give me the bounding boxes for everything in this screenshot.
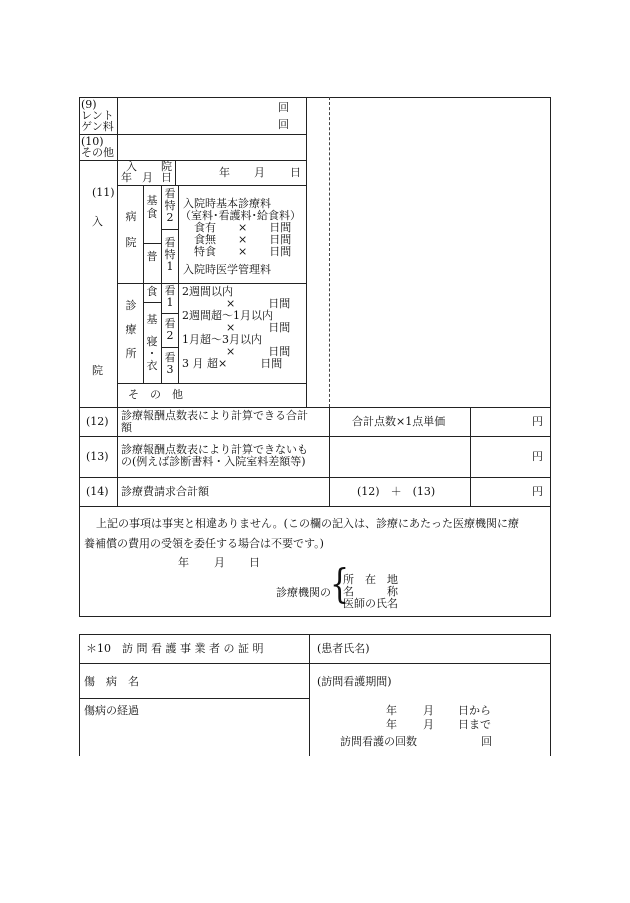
visit-count-label: 訪問看護の回数	[340, 735, 417, 748]
disease-name-label: 傷 病 名	[84, 675, 139, 688]
other-label: (10) その他	[81, 135, 114, 159]
clinic-line-2: × 日間	[226, 297, 291, 310]
period-from-year: 年	[386, 704, 397, 717]
clinic-line-1: 2週間以内	[182, 285, 233, 298]
hosp-line-3: 食有 × 日間	[194, 221, 292, 234]
declaration-day: 日	[249, 556, 260, 569]
admit-year: 年	[219, 166, 230, 179]
basic-label: 基	[146, 313, 158, 326]
nursing-period-label: (訪問看護期間)	[317, 675, 392, 688]
inpatient-num: (11)	[92, 186, 115, 199]
nurse-special1-label: 看 特 1	[164, 236, 176, 273]
sec12-unit: 円	[532, 415, 543, 428]
sec13-unit: 円	[532, 450, 543, 463]
period-to-month: 月	[423, 718, 434, 731]
period-from-month: 月	[423, 704, 434, 717]
clinic-line-6: × 日間	[226, 345, 291, 358]
inpatient-label-top: 入	[92, 215, 103, 228]
xray-count-unit-2: 回	[278, 118, 289, 131]
sec12-text: 診療報酬点数表により計算できる合計 額	[121, 409, 308, 434]
sec12-num: (12)	[86, 415, 109, 428]
ordinary-label: 普	[146, 250, 158, 263]
admit-h5: 日	[161, 171, 172, 184]
inpatient-label-bottom: 院	[92, 364, 103, 377]
clinic-label: 診 療 所	[125, 299, 137, 360]
hosp-line-1: 入院時基本診療料	[183, 197, 271, 210]
inpatient-other-label: そ の 他	[128, 388, 183, 401]
declaration-text-2: 養補償の費用の受領を委任する場合は不要です。)	[84, 537, 324, 550]
basic-meal-label: 基 食	[146, 194, 158, 220]
clinic-line-4: × 日間	[226, 321, 291, 334]
xray-label: (9) レント ゲン料	[81, 98, 114, 133]
declaration-text-1: 上記の事項は事実と相違ありません。(この欄の記入は、診療にあたった医療機関に療	[96, 517, 519, 530]
institution-name-label: 名 称	[343, 585, 398, 598]
sec14-unit: 円	[532, 485, 543, 498]
sec13-text: 診療報酬点数表により計算できないも の(例えば診断書料・入院室料差額等)	[121, 443, 308, 468]
admit-day: 日	[290, 166, 301, 179]
nurse1-label: 看 1	[164, 284, 176, 309]
admit-h1: 入	[126, 160, 137, 173]
nurse2-label: 看 2	[164, 317, 176, 342]
hosp-line-5: 特食 × 日間	[194, 245, 292, 258]
declaration-month: 月	[214, 556, 225, 569]
visit-count-unit: 回	[481, 735, 492, 748]
institution-prefix: 診療機関の	[276, 586, 331, 599]
hosp-line-6: 入院時医学管理料	[183, 263, 271, 276]
disease-course-label: 傷病の経過	[84, 704, 139, 717]
nursing-title: ＊10 訪 問 看 護 事 業 者 の 証 明	[86, 642, 264, 655]
period-to-day: 日まで	[458, 718, 491, 731]
nurse-special2-label: 看 特 2	[164, 187, 176, 224]
sec14-formula: (12) ＋ (13)	[357, 485, 436, 498]
admit-h3: 年	[121, 171, 132, 184]
hosp-line-2: （室料･看護料･給食料）	[180, 209, 301, 222]
clinic-line-7: 3 月 超× 日間	[182, 357, 283, 370]
clinic-line-3: 2週間超～1月以内	[182, 309, 273, 322]
xray-count-unit-1: 回	[278, 101, 289, 114]
clinic-line-5: 1月超～3月以内	[182, 333, 262, 346]
meal-label: 食	[146, 285, 158, 298]
sec13-num: (13)	[86, 450, 109, 463]
patient-name-label: (患者氏名)	[317, 642, 370, 655]
institution-address-label: 所 在 地	[343, 573, 398, 586]
sec14-text: 診療費請求合計額	[121, 485, 209, 498]
bedding-label: 寝 ・ 衣	[146, 335, 158, 372]
admit-h2: 院	[161, 160, 172, 173]
declaration-year: 年	[178, 556, 189, 569]
admit-month: 月	[254, 166, 265, 179]
hosp-line-4: 食無 × 日間	[194, 233, 292, 246]
period-from-day: 日から	[458, 704, 491, 717]
admit-h4: 月	[142, 171, 153, 184]
sec12-formula: 合計点数×1点単価	[352, 415, 446, 428]
hospital-label: 病 院	[125, 210, 137, 249]
nurse3-label: 看 3	[164, 351, 176, 376]
brace-icon: {	[330, 560, 350, 609]
period-to-year: 年	[386, 718, 397, 731]
sec14-num: (14)	[86, 485, 109, 498]
doctor-name-label: 医師の氏名	[343, 597, 398, 610]
